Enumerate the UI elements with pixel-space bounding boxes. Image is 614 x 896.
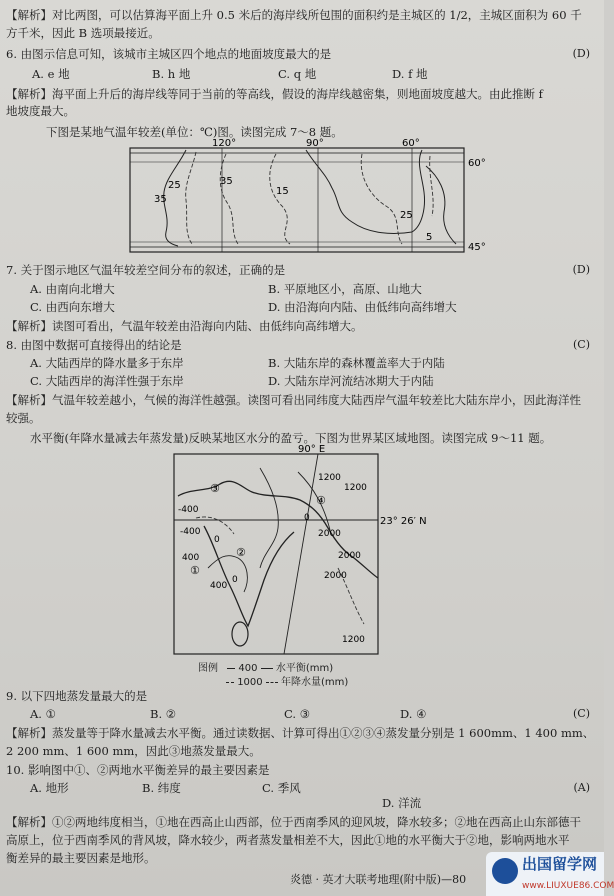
option-d: D. 大陆东岸河流结冰期大于内陆 — [268, 374, 434, 388]
lon-label: 120° — [212, 138, 237, 149]
watermark-url: www.LIUXUE86.COM — [522, 881, 614, 891]
lat-label: 60° — [468, 158, 486, 169]
site-marker: ② — [236, 546, 246, 559]
question-7: 7. 关于图示地区气温年较差空间分布的叙述，正确的是 — [6, 263, 286, 277]
map-value: 2000 — [324, 571, 347, 581]
explanation-line: 高原上，位于西南季风的背风坡，降水较少，两者蒸发量相差不大，因此①地的水平衡大于②地，影响两地水平 — [6, 833, 570, 847]
question-10: 10. 影响图中①、②两地水平衡差异的最主要因素是 — [6, 763, 270, 777]
option-b: B. 平原地区小，高原、山地大 — [268, 282, 422, 296]
option-a: A. e 地 — [32, 67, 70, 81]
map-value: 1200 — [344, 483, 367, 493]
isoline-value: 25 — [168, 180, 181, 191]
legend-dash-line — [226, 682, 234, 683]
meridian-90e — [284, 454, 318, 654]
option-a: A. 地形 — [30, 781, 69, 795]
map-value: -400 — [180, 527, 201, 537]
map-value: 0 — [304, 513, 310, 523]
option-c: C. q 地 — [278, 67, 317, 81]
answer-8: (C) — [573, 338, 590, 351]
explanation-line: 【解析】①②两地纬度相当，①地在西高止山西部，位于西南季风的迎风坡，降水较多；②地在西高止山东部德干 — [6, 815, 581, 829]
legend-dash-line — [266, 682, 278, 683]
lon-label: 90° E — [298, 444, 326, 455]
option-d: D. f 地 — [392, 67, 428, 81]
isoline-value: 5 — [426, 232, 433, 243]
isoline — [270, 154, 290, 244]
lat-label: 23° 26′ N — [380, 516, 427, 527]
option-a: A. 大陆西岸的降水量多于东岸 — [30, 356, 184, 370]
option-c: C. 由西向东增大 — [30, 300, 115, 314]
option-b: B. 纬度 — [142, 781, 181, 795]
option-a: A. ① — [30, 707, 56, 721]
answer-9: (C) — [573, 707, 590, 720]
explanation-line: 方千米，因此 B 选项最接近。 — [6, 26, 160, 40]
answer-7: (D) — [572, 263, 590, 276]
map-bottom-scale — [130, 247, 464, 252]
legend-solid-line — [227, 668, 235, 669]
map-value: 2000 — [338, 551, 361, 561]
site-marker: ① — [190, 564, 200, 577]
map-value: 400 — [182, 553, 200, 563]
answer-10: (A) — [573, 781, 590, 794]
site-marker: ③ — [210, 482, 220, 495]
option-a: A. 由南向北增大 — [30, 282, 115, 296]
map-value: 2000 — [318, 529, 341, 539]
lon-label: 90° — [306, 138, 324, 149]
explanation-line: 【解析】对比两图，可以估算海平面上升 0.5 米后的海岸线所包围的面积约是主城区的 1/2，主城区面积为 60 千 — [6, 8, 582, 22]
option-d: D. ④ — [400, 707, 427, 721]
intro-7-8: 下图是某地气温年较差(单位：℃)图。读图完成 7～8 题。 — [46, 125, 343, 139]
map-value: 1200 — [342, 635, 365, 645]
map-frame — [130, 148, 464, 252]
coastline — [306, 150, 425, 234]
isoline — [361, 154, 402, 244]
map-value: 400 — [210, 581, 228, 591]
question-8: 8. 由图中数据可直接得出的结论是 — [6, 338, 182, 352]
question-9: 9. 以下四地蒸发量最大的是 — [6, 689, 148, 703]
isoline-value: 15 — [276, 186, 289, 197]
watermark-title: 出国留学网 — [522, 855, 598, 873]
explanation-line: 衡差异的最主要因素是地形。 — [6, 851, 156, 865]
answer-6: (D) — [572, 47, 590, 60]
option-c: C. 季风 — [262, 781, 301, 795]
option-d: D. 洋流 — [382, 796, 422, 810]
isoline-precipitation — [196, 517, 234, 534]
lon-label: 60° — [402, 138, 420, 149]
isoline — [186, 152, 196, 244]
explanation-line: 【解析】海平面上升后的海岸线等同于当前的等高线，假设的海岸线越密集，则地面坡度越大。由此推断 f — [6, 87, 543, 101]
sri-lanka — [232, 622, 248, 646]
explanation-line: 2 200 mm、1 600 mm，因此③地蒸发量最大。 — [6, 744, 261, 758]
isoline-value: 25 — [400, 210, 413, 221]
page-footer: 炎德 · 英才大联考地理(附中版)—80 — [290, 873, 467, 886]
explanation-line: 【解析】蒸发量等于降水量减去水平衡。通过读数据、计算可得出①②③④蒸发量分别是 1 600mm、1 400 mm、 — [6, 726, 595, 740]
explanation-line: 较强。 — [6, 411, 41, 425]
map-legend — [198, 662, 348, 690]
globe-icon — [492, 858, 518, 884]
option-c: C. ③ — [284, 707, 311, 721]
site-marker: ④ — [316, 494, 326, 507]
legend-dash-value: 1000 — [237, 677, 263, 688]
explanation-line: 地坡度最大。 — [6, 104, 75, 118]
isoline-value: 35 — [154, 194, 167, 205]
legend-solid-value: 400 — [238, 663, 258, 674]
option-d: D. 由沿海向内陆、由低纬向高纬增大 — [268, 300, 457, 314]
question-6: 6. 由图示信息可知，该城市主城区四个地点的地面坡度最大的是 — [6, 47, 332, 61]
legend-solid-label: 水平衡(mm) — [275, 663, 334, 674]
coastline — [164, 150, 186, 246]
legend-dash-label: 年降水量(mm) — [281, 677, 349, 688]
temperature-range-map — [126, 136, 496, 258]
map-value: 1200 — [318, 473, 341, 483]
map-value: 0 — [214, 535, 220, 545]
legend-solid-line — [261, 668, 273, 669]
option-b: B. ② — [150, 707, 177, 721]
legend-title: 图例 — [198, 663, 218, 674]
option-b: B. h 地 — [152, 67, 191, 81]
isoline — [220, 154, 238, 244]
option-b: B. 大陆东岸的森林覆盖率大于内陆 — [268, 356, 445, 370]
isoline-value: 35 — [220, 176, 233, 187]
explanation-line: 【解析】气温年较差越小，气候的海洋性越强。读图可看出同纬度大陆西岸气温年较差比大陆东岸小，因此海洋性 — [6, 393, 581, 407]
intro-9-11: 水平衡(年降水量减去年蒸发量)反映某地区水分的盈亏。下图为世界某区域地图。读图完成 9～11 题。 — [30, 431, 552, 445]
lat-label: 45° — [468, 242, 486, 253]
explanation-line: 【解析】读图可看出，气温年较差由沿海向内陆、由低纬向高纬增大。 — [6, 319, 363, 333]
watermark-logo — [486, 852, 614, 896]
map-value: -400 — [178, 505, 199, 515]
option-c: C. 大陆西岸的海洋性强于东岸 — [30, 374, 184, 388]
map-value: 0 — [232, 575, 238, 585]
isoline-water-balance — [260, 468, 278, 568]
water-balance-map — [168, 444, 427, 688]
isoline — [430, 156, 433, 216]
